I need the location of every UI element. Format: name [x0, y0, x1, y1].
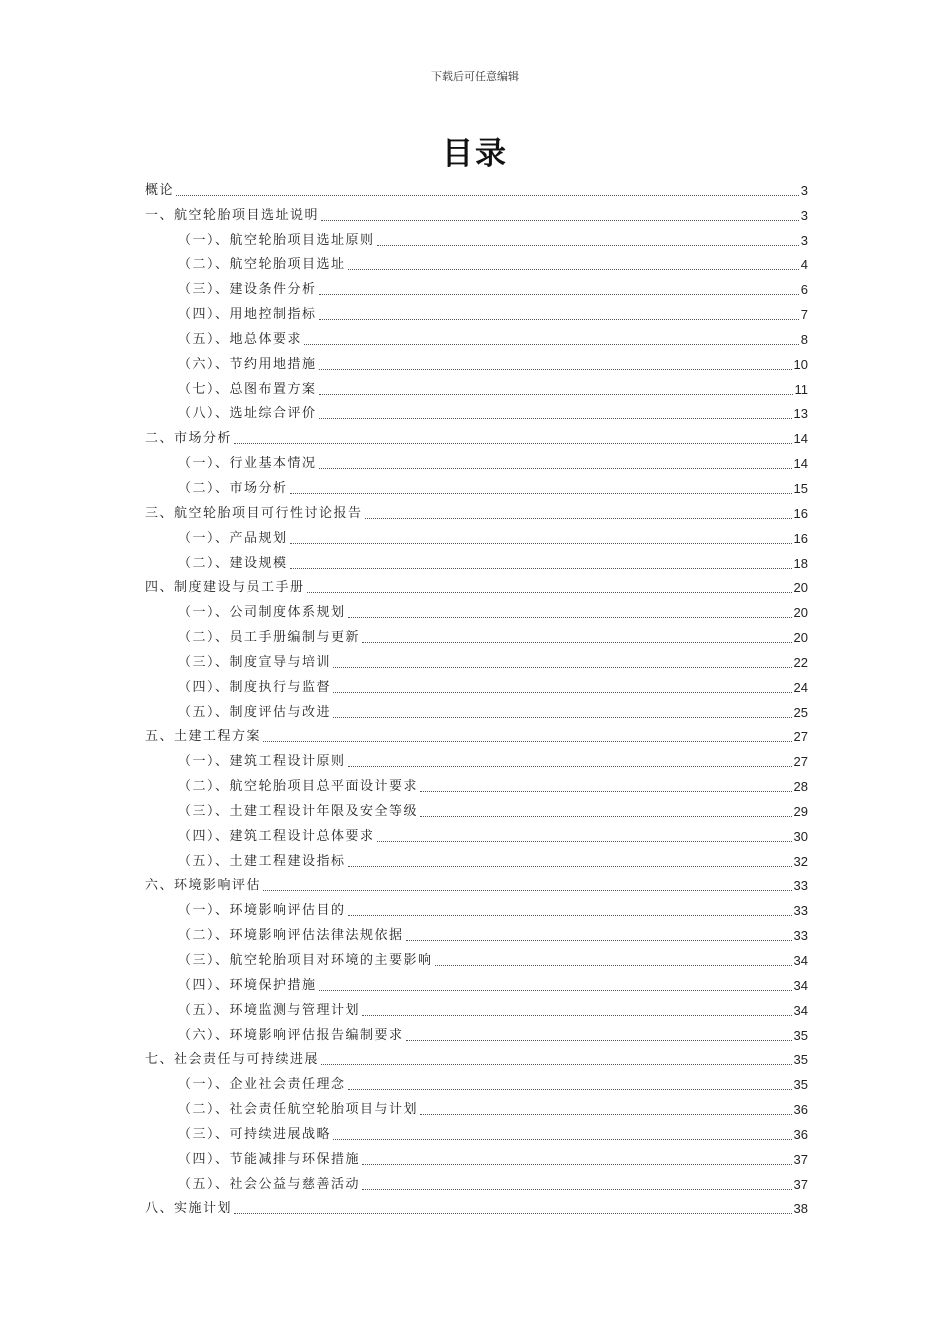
toc-entry-page: 30: [793, 828, 808, 844]
toc-entry[interactable]: [145, 472, 808, 497]
table-of-contents: [145, 174, 808, 1217]
toc-title: 目录: [442, 136, 508, 172]
dot-leader: [362, 1189, 792, 1190]
dot-leader: [319, 319, 799, 320]
toc-entry-label: （二）、航空轮胎项目总平面设计要求: [178, 779, 419, 795]
toc-entry-page: 3: [800, 232, 808, 248]
toc-entry-label: （一）、环境影响评估目的: [178, 903, 346, 919]
dot-leader: [377, 245, 799, 246]
toc-entry-page: 37: [793, 1151, 808, 1167]
toc-entry[interactable]: [145, 174, 808, 199]
toc-entry-label: （五）、社会公益与慈善活动: [178, 1176, 361, 1192]
toc-entry-label: 七、社会责任与可持续进展: [145, 1052, 320, 1068]
toc-entry[interactable]: [145, 398, 808, 423]
toc-entry-label: 概论: [145, 182, 175, 198]
dot-leader: [333, 1139, 792, 1140]
toc-entry[interactable]: [145, 447, 808, 472]
toc-entry-page: 34: [793, 953, 808, 968]
toc-entry[interactable]: [145, 646, 808, 671]
dot-leader: [307, 592, 792, 593]
toc-entry-label: （一）、建筑工程设计原则: [178, 754, 346, 770]
toc-entry[interactable]: [145, 323, 808, 348]
toc-entry[interactable]: [145, 249, 808, 274]
toc-entry-page: 18: [793, 555, 808, 571]
toc-entry[interactable]: [145, 497, 808, 522]
toc-entry-page: 32: [793, 853, 808, 869]
toc-entry-page: 34: [793, 977, 808, 993]
toc-entry[interactable]: [145, 994, 808, 1019]
toc-entry-label: 六、环境影响评估: [145, 878, 262, 894]
toc-entry[interactable]: [145, 1019, 808, 1044]
toc-entry[interactable]: [145, 696, 808, 721]
toc-entry[interactable]: [145, 770, 808, 795]
toc-entry-label: （四）、制度执行与监督: [178, 679, 332, 695]
toc-entry-label: （一）、航空轮胎项目选址原则: [178, 232, 375, 248]
toc-entry-page: 20: [793, 605, 808, 621]
dot-leader: [319, 418, 792, 419]
toc-entry-label: （二）、航空轮胎项目选址: [178, 257, 346, 273]
toc-entry[interactable]: [145, 621, 808, 646]
toc-entry[interactable]: [145, 870, 808, 895]
toc-entry-label: （二）、市场分析: [178, 480, 288, 496]
toc-entry[interactable]: [145, 745, 808, 770]
toc-entry-page: 33: [793, 903, 808, 919]
toc-entry-label: （二）、建设规模: [178, 555, 288, 571]
toc-entry-page: 14: [793, 431, 808, 447]
toc-entry-page: 15: [793, 480, 808, 496]
toc-entry[interactable]: [145, 671, 808, 696]
dot-leader: [319, 468, 792, 469]
toc-entry[interactable]: [145, 224, 808, 249]
toc-entry[interactable]: [145, 795, 808, 820]
toc-entry-label: （一）、产品规划: [178, 530, 288, 546]
toc-entry-page: 11: [794, 381, 808, 397]
dot-leader: [420, 791, 792, 792]
toc-entry[interactable]: [145, 1193, 808, 1218]
toc-entry-label: （一）、公司制度体系规划: [178, 605, 346, 621]
dot-leader: [263, 890, 792, 891]
dot-leader: [321, 1064, 792, 1065]
toc-entry[interactable]: [145, 919, 808, 944]
dot-leader: [365, 518, 792, 519]
toc-entry-label: （四）、用地控制指标: [178, 307, 317, 323]
dot-leader: [348, 1089, 792, 1090]
toc-entry-label: 八、实施计划: [145, 1201, 233, 1217]
toc-entry-page: 14: [793, 456, 808, 472]
toc-entry-page: 29: [793, 803, 808, 819]
toc-entry-label: （四）、节能减排与环保措施: [178, 1151, 361, 1167]
toc-entry[interactable]: [145, 572, 808, 597]
toc-entry[interactable]: [145, 894, 808, 919]
dot-leader: [319, 394, 793, 395]
header-note: 下载后可任意编辑: [431, 70, 519, 83]
toc-entry[interactable]: [145, 820, 808, 845]
dot-leader: [420, 816, 792, 817]
dot-leader: [176, 195, 799, 196]
toc-entry-page: 35: [793, 1077, 808, 1093]
toc-entry[interactable]: [145, 944, 808, 969]
dot-leader: [377, 841, 792, 842]
toc-entry-page: 20: [793, 630, 808, 646]
dot-leader: [348, 866, 792, 867]
toc-entry-page: 28: [793, 779, 808, 795]
toc-entry-label: （四）、环境保护措施: [178, 977, 317, 993]
dot-leader: [234, 1213, 792, 1214]
dot-leader: [420, 1114, 792, 1115]
toc-entry-label: （三）、土建工程设计年限及安全等级: [178, 803, 419, 819]
toc-entry[interactable]: [145, 1068, 808, 1093]
toc-entry-label: （三）、可持续进展战略: [178, 1126, 332, 1142]
toc-entry-page: 36: [793, 1126, 808, 1142]
toc-entry-page: 34: [793, 1002, 808, 1018]
toc-entry-label: 二、市场分析: [145, 431, 233, 447]
dot-leader: [348, 617, 792, 618]
dot-leader: [348, 915, 792, 916]
toc-entry-page: 22: [793, 654, 808, 670]
toc-entry-page: 36: [793, 1102, 808, 1118]
dot-leader: [362, 642, 792, 643]
toc-entry[interactable]: [145, 1143, 808, 1168]
toc-entry[interactable]: [145, 845, 808, 870]
toc-entry[interactable]: [145, 1044, 808, 1069]
toc-entry-page: 16: [793, 530, 808, 546]
toc-entry-page: 8: [800, 331, 808, 347]
toc-entry-page: 16: [793, 505, 808, 521]
toc-entry[interactable]: [145, 422, 808, 447]
toc-entry-page: 33: [793, 878, 808, 894]
dot-leader: [406, 940, 792, 941]
toc-entry-page: 7: [800, 307, 808, 323]
toc-entry[interactable]: [145, 596, 808, 621]
toc-entry-page: 24: [793, 679, 808, 695]
toc-entry-label: （五）、环境监测与管理计划: [178, 1002, 361, 1018]
toc-entry-page: 38: [793, 1201, 808, 1217]
toc-entry-label: （四）、建筑工程设计总体要求: [178, 828, 375, 844]
dot-leader: [362, 1164, 792, 1165]
toc-entry[interactable]: [145, 1093, 808, 1118]
toc-entry[interactable]: [145, 1168, 808, 1193]
toc-entry-label: （七）、总图布置方案: [178, 381, 317, 397]
toc-entry-label: （三）、建设条件分析: [178, 282, 317, 298]
dot-leader: [435, 965, 792, 966]
toc-entry-page: 27: [793, 729, 808, 745]
dot-leader: [362, 1015, 792, 1016]
toc-entry[interactable]: [145, 348, 808, 373]
toc-entry-label: （二）、环境影响评估法律法规依据: [178, 928, 404, 944]
toc-entry-label: （六）、节约用地措施: [178, 356, 317, 372]
toc-entry-label: （一）、企业社会责任理念: [178, 1077, 346, 1093]
toc-entry-label: （三）、航空轮胎项目对环境的主要影响: [178, 953, 433, 968]
toc-entry-page: 13: [793, 406, 808, 422]
toc-entry-label: （五）、地总体要求: [178, 331, 303, 347]
toc-entry-page: 3: [800, 182, 808, 198]
toc-entry-label: （五）、制度评估与改进: [178, 704, 332, 720]
toc-entry-label: （二）、员工手册编制与更新: [178, 630, 361, 646]
toc-entry-page: 27: [793, 754, 808, 770]
toc-entry-label: （八）、选址综合评价: [178, 406, 317, 422]
dot-leader: [406, 1040, 792, 1041]
dot-leader: [290, 568, 792, 569]
dot-leader: [319, 369, 792, 370]
dot-leader: [333, 692, 792, 693]
dot-leader: [319, 294, 799, 295]
toc-entry-label: 四、制度建设与员工手册: [145, 580, 305, 596]
toc-entry-page: 6: [800, 282, 808, 298]
toc-entry[interactable]: [145, 298, 808, 323]
dot-leader: [333, 667, 792, 668]
toc-entry[interactable]: [145, 547, 808, 572]
toc-entry-page: 33: [793, 928, 808, 944]
dot-leader: [321, 220, 799, 221]
dot-leader: [290, 493, 792, 494]
dot-leader: [290, 543, 792, 544]
toc-entry-label: （二）、社会责任航空轮胎项目与计划: [178, 1102, 419, 1118]
toc-entry[interactable]: [145, 273, 808, 298]
toc-entry-page: 25: [793, 704, 808, 720]
toc-entry[interactable]: [145, 969, 808, 994]
toc-entry-label: （六）、环境影响评估报告编制要求: [178, 1027, 404, 1043]
dot-leader: [348, 269, 799, 270]
dot-leader: [263, 741, 792, 742]
toc-entry-label: （三）、制度宣导与培训: [178, 654, 332, 670]
dot-leader: [234, 443, 792, 444]
dot-leader: [348, 766, 792, 767]
toc-entry-page: 4: [800, 257, 808, 273]
toc-entry-label: （五）、土建工程建设指标: [178, 853, 346, 869]
dot-leader: [333, 717, 792, 718]
toc-entry[interactable]: [145, 199, 808, 224]
dot-leader: [304, 344, 799, 345]
toc-entry[interactable]: [145, 522, 808, 547]
toc-entry-page: 35: [793, 1027, 808, 1043]
toc-entry-label: 三、航空轮胎项目可行性讨论报告: [145, 505, 363, 521]
toc-entry-page: 37: [793, 1176, 808, 1192]
toc-entry-label: 五、土建工程方案: [145, 729, 262, 745]
toc-entry[interactable]: [145, 1118, 808, 1143]
toc-entry-page: 3: [800, 207, 808, 223]
toc-entry[interactable]: [145, 721, 808, 746]
toc-entry[interactable]: [145, 373, 808, 398]
toc-entry-page: 10: [793, 356, 808, 372]
toc-entry-page: 35: [793, 1052, 808, 1068]
toc-entry-label: 一、航空轮胎项目选址说明: [145, 207, 320, 223]
toc-entry-label: （一）、行业基本情况: [178, 456, 317, 472]
toc-entry-page: 20: [793, 580, 808, 596]
dot-leader: [319, 990, 792, 991]
